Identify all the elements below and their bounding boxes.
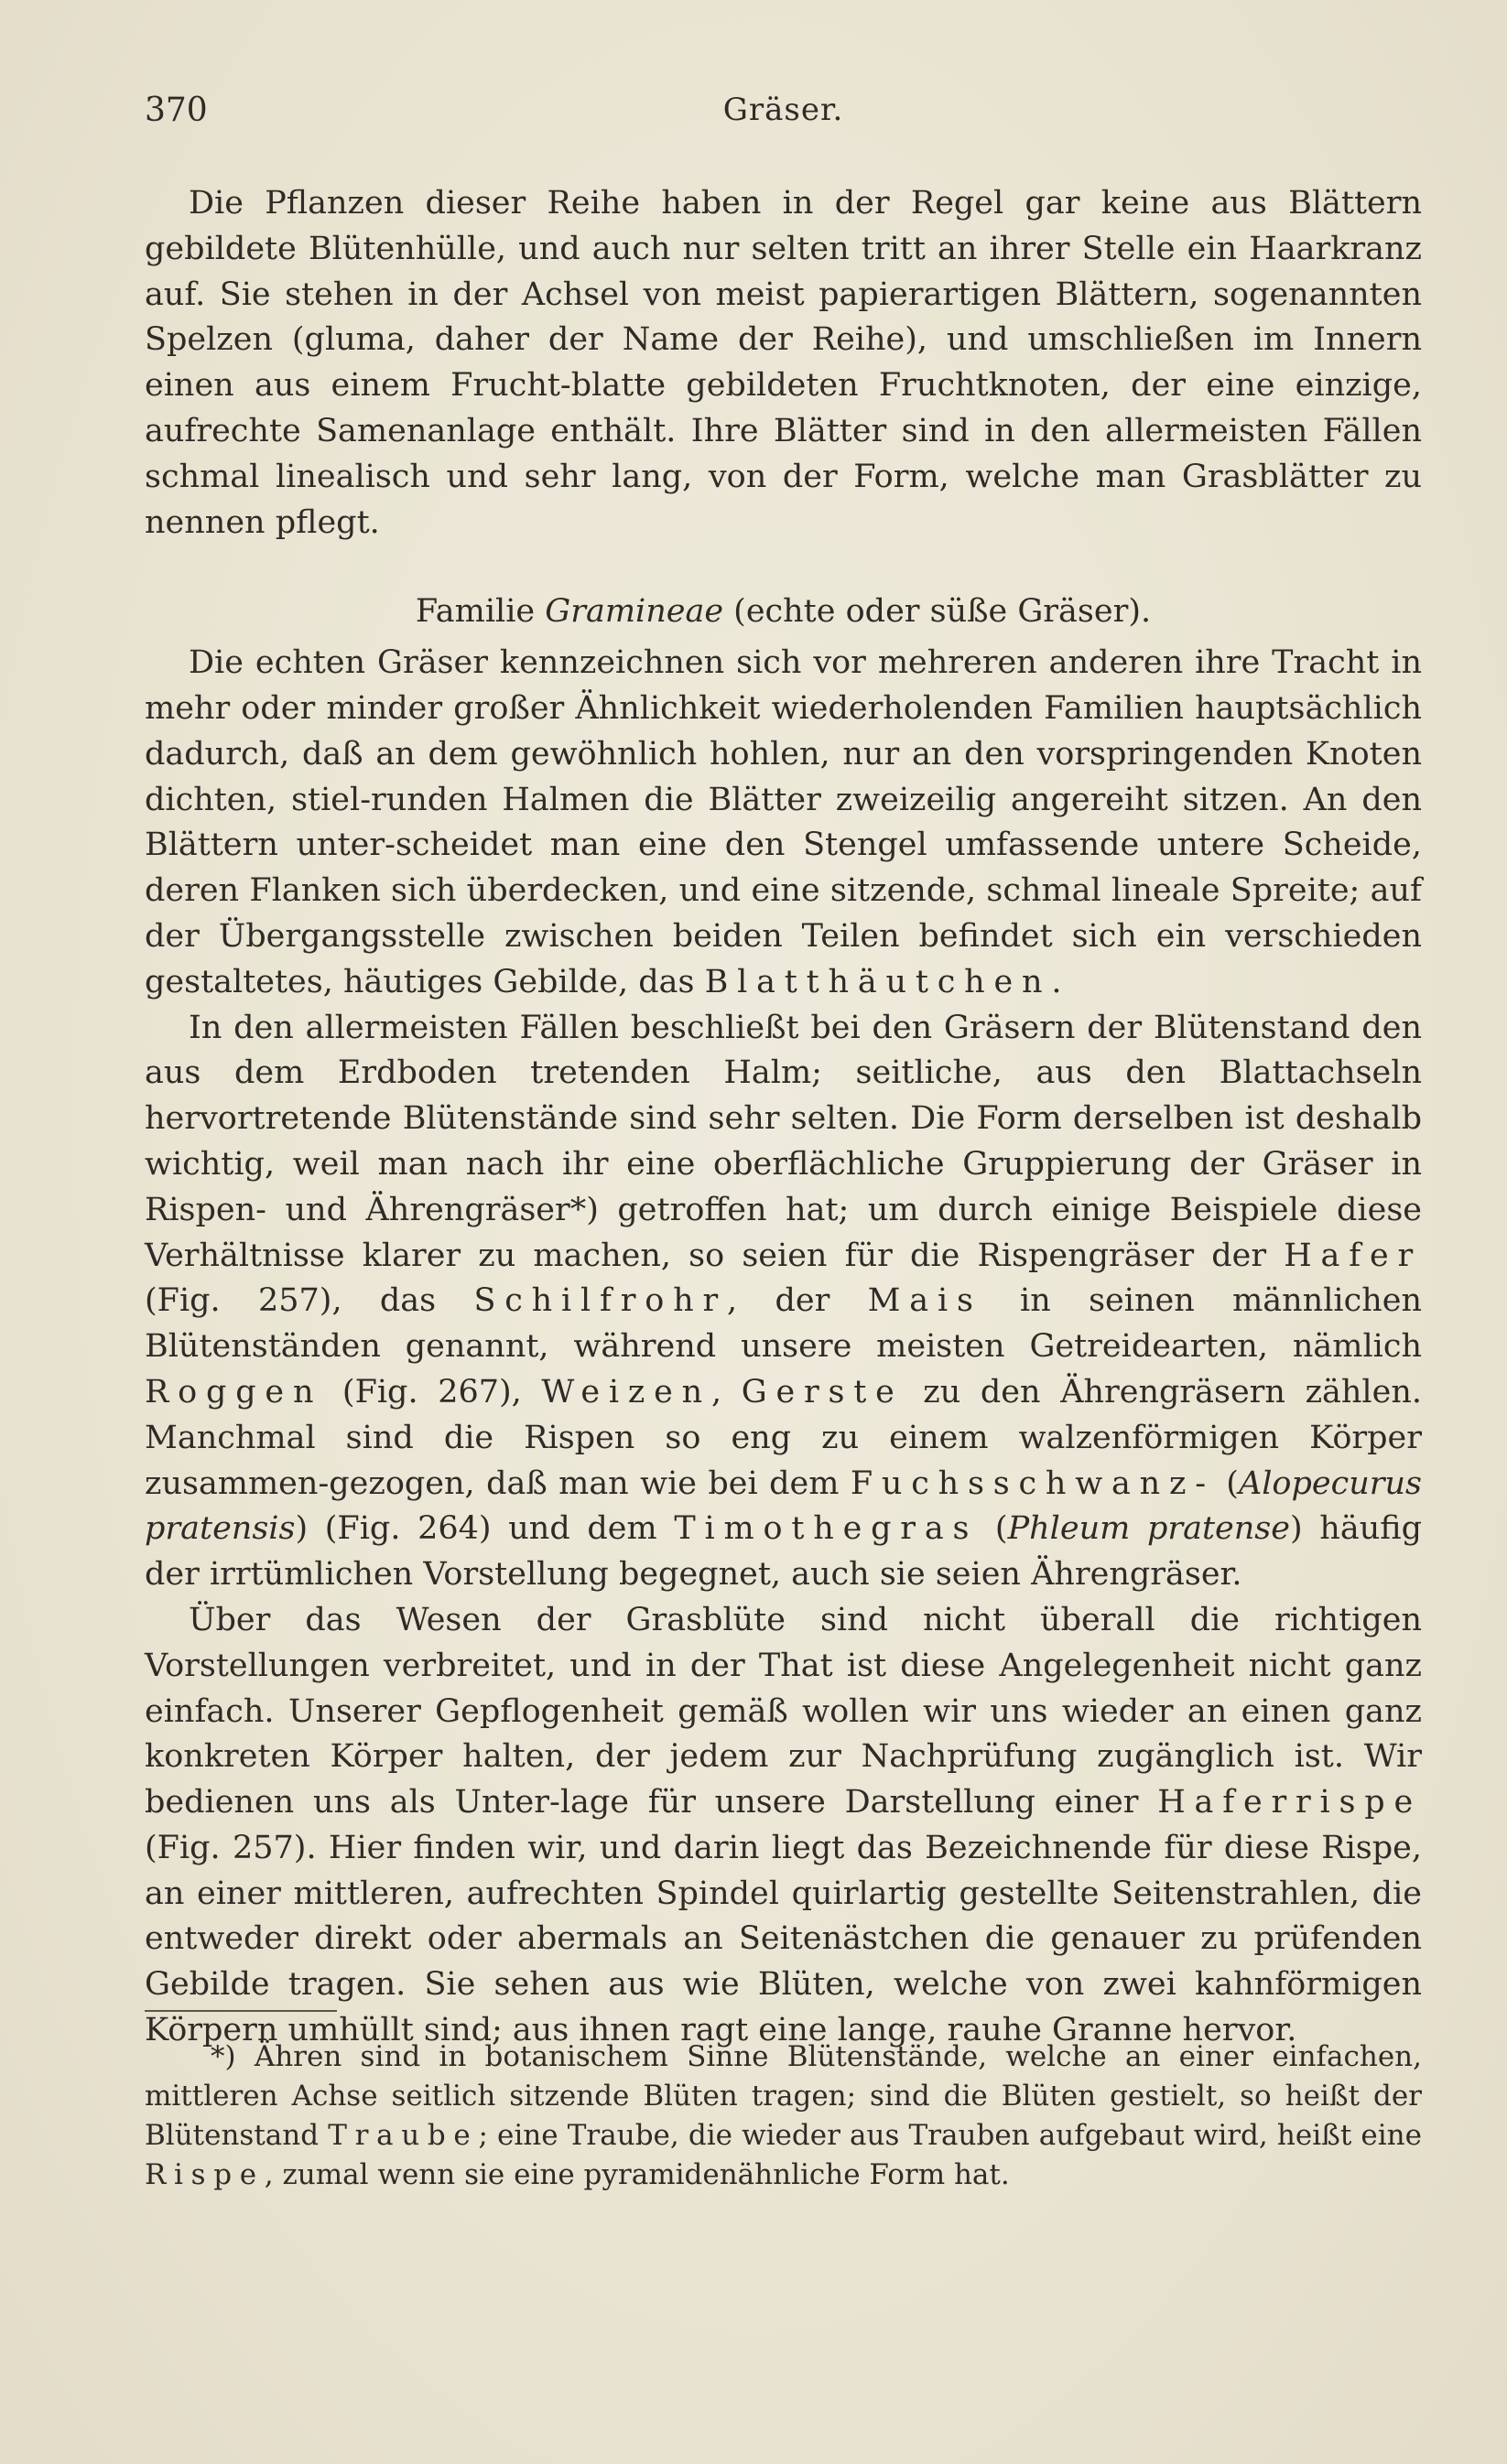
latin-phleum: Phleum pratense <box>1007 1510 1290 1548</box>
footnote-divider <box>145 2010 337 2012</box>
family-heading <box>145 589 1422 635</box>
paragraph-3 <box>145 1598 1422 2054</box>
p1-text-a: Die echten Gräser kennzeichnen sich vor mehreren anderen ihre Tracht in mehr oder minder großer Ähnlichkeit wiederholenden Familien hauptsächlich dadurch, daß an dem gewöhnlich hohlen, nur an den vorspringenden Knoten dichten, stiel-runden Halmen die Blätter zweizeilig angereiht sitzen. An den Blättern unter-scheidet man eine den Stengel umfassende untere Scheide, deren Flanken sich überdecken, und eine sitzende, schmal lineale Spreite; auf der Übergangsstelle zwischen beiden Teilen befindet sich ein verschieden gestaltetes, häutiges Gebilde, das <box>145 644 1422 1000</box>
p2-text-6: , <box>710 1373 742 1410</box>
p3-text-a: Über das Wesen der Grasblüte sind nicht überall die richtigen Vorstellungen verbreitet, und in der That ist diese Angelegenheit nicht ganz einfach. Unserer Gepflogenheit gemäß wollen wir uns wieder an einen ganz konkreten Körper halten, der jedem zur Nachprüfung zugänglich ist. Wir bedienen uns als Unter-lage für unsere Darstellung einer <box>145 1601 1422 1821</box>
term-weizen: Weizen <box>541 1373 711 1410</box>
page-header <box>145 92 1422 137</box>
body-text <box>145 181 1422 2054</box>
term-haferrispe: Haferrispe <box>1157 1784 1422 1821</box>
term-mais: Mais <box>867 1282 982 1320</box>
paragraph-2 <box>145 1006 1422 1598</box>
term-hafer: Hafer <box>1284 1237 1422 1274</box>
p2-text-4: in seinen männlichen Blütenständen genannt, während unsere meisten Getreidearten, nämlich <box>145 1282 1423 1366</box>
term-blatthaeutchen: Blatthäutchen <box>704 963 1052 1000</box>
paragraph-1 <box>145 641 1422 1005</box>
term-timothegras: Timothegras <box>674 1510 979 1548</box>
footnote-text-c: , zumal wenn sie eine pyramidenähnliche Form hat. <box>264 2158 1010 2191</box>
footnote-text-b: ; eine Traube, die wieder aus Trauben aufgebaut wird, heißt eine <box>478 2119 1422 2152</box>
footnote-text-a: *) Ähren sind in botanischem Sinne Blütenstände, welche an einer einfachen, mittleren Achse seitlich sitzende Blüten tragen; sind die Blüten gestielt, so heißt der Blütenstand <box>145 2040 1422 2152</box>
p2-text-9: ) (Fig. 264) und dem <box>295 1510 675 1548</box>
p1-text-b: . <box>1051 963 1062 1000</box>
p2-text-5: (Fig. 267), <box>322 1373 542 1410</box>
p2-text-3: , der <box>727 1282 868 1320</box>
term-fuchsschwanz: Fuchsschwanz- <box>850 1464 1215 1502</box>
footnote-paragraph <box>145 2037 1422 2195</box>
footnote <box>145 2037 1422 2195</box>
running-head: Gräser. <box>722 92 844 128</box>
p2-text-10: ( <box>978 1510 1008 1548</box>
p2-text-8: ( <box>1214 1464 1239 1502</box>
page-number: 370 <box>145 92 208 129</box>
p3-text-b: (Fig. 257). Hier finden wir, und darin liegt das Bezeichnende für diese Rispe, an einer mittleren, aufrechten Spindel quirlartig gestellte Seitenstrahlen, die entweder direkt oder abermals an Seitenästchen die genauer zu prüfenden Gebilde tragen. Sie sehen aus wie Blüten, welche von zwei kahnförmigen Körpern umhüllt sind; aus ihnen ragt eine lange, rauhe Granne hervor. <box>145 1829 1422 2049</box>
heading-prefix: Familie <box>415 593 546 631</box>
term-rispe: Rispe <box>145 2158 265 2191</box>
latin-alopecurus: Alopecurus pratensis <box>145 1464 1422 1548</box>
p2-text-2: (Fig. 257), das <box>145 1282 474 1320</box>
term-gerste: Gerste <box>741 1373 904 1410</box>
p2-text-7: zu den Ährengräsern zählen. Manchmal sind die Rispen so eng zu einem walzenförmigen Körper zusammen-gezogen, daß man wie bei dem <box>145 1373 1422 1502</box>
heading-latin-name: Gramineae <box>545 593 724 631</box>
term-roggen: Roggen <box>145 1373 323 1410</box>
p2-text-11: ) häufig der irrtümlichen Vorstellung begegnet, auch sie seien Ährengräser. <box>145 1510 1422 1594</box>
term-schilfrohr: Schilfrohr <box>473 1282 728 1320</box>
term-traube: Traube <box>328 2119 479 2152</box>
p2-text-1: In den allermeisten Fällen beschließt bei den Gräsern der Blütenstand den aus dem Erdboden tretenden Halm; seitliche, aus den Blattachseln hervortretende Blütenstände sind sehr selten. Die Form derselben ist deshalb wichtig, weil man nach ihr eine oberflächliche Gruppierung der Gräser in Rispen- und Ährengräser*) getroffen hat; um durch einige Beispiele diese Verhältnisse klarer zu machen, so seien für die Rispengräser der <box>145 1009 1422 1274</box>
heading-suffix: (echte oder süße Gräser). <box>723 593 1152 631</box>
intro-paragraph: Die Pflanzen dieser Reihe haben in der Regel gar keine aus Blättern gebildete Blütenhülle, und auch nur selten tritt an ihrer Stelle ein Haarkranz auf. Sie stehen in der Achsel von meist papierartigen Blättern, sogenannten Spelzen (gluma, daher der Name der Reihe), und umschließen im Innern einen aus einem Frucht-blatte gebildeten Fruchtknoten, der eine einzige, aufrechte Samenanlage enthält. Ihre Blätter sind in den allermeisten Fällen schmal linealisch und sehr lang, von der Form, welche man Grasblätter zu nennen pflegt. <box>145 185 1422 541</box>
